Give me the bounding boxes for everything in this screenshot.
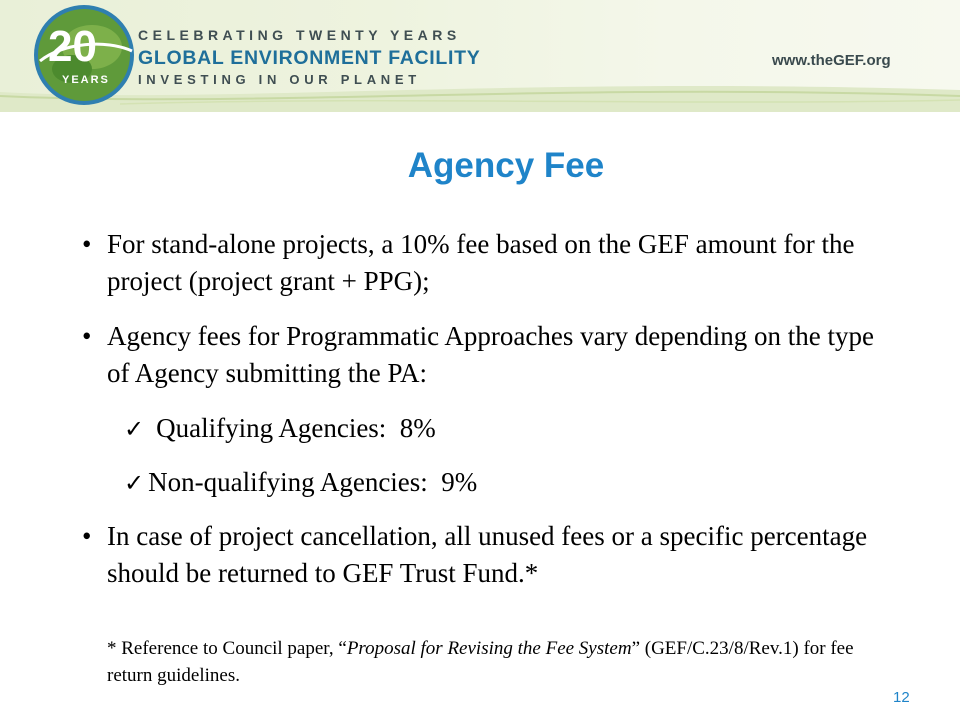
page-number: 12	[893, 689, 910, 706]
footnote-suffix: ” (GEF/C.23/8/Rev.1) for fee return guidelines.	[107, 638, 854, 686]
gef-20-years-logo	[32, 3, 136, 107]
slide-title: Agency Fee	[407, 146, 605, 185]
org-name: GLOBAL ENVIRONMENT FACILITY	[138, 47, 481, 69]
tagline-celebrating: CELEBRATING TWENTY YEARS	[138, 27, 461, 43]
logo-years: YEARS	[62, 74, 110, 86]
footnote-prefix: * Reference to Council paper, “	[107, 638, 347, 659]
footnote-paper-title: Proposal for Revising the Fee System	[346, 638, 632, 659]
check-item	[124, 410, 436, 448]
logo-number: 20	[48, 22, 97, 71]
bullet-item	[82, 518, 882, 592]
bullet-item	[82, 318, 882, 392]
bullet-dot: •	[82, 321, 92, 351]
check-text: Non-qualifying Agencies: 9%	[148, 467, 478, 497]
bullet-item	[82, 226, 882, 300]
bullet-dot: •	[82, 229, 92, 259]
slide-header-banner	[0, 0, 960, 112]
check-item	[124, 464, 477, 502]
checkmark-icon: ✓	[124, 469, 145, 497]
bullet-text: For stand-alone projects, a 10% fee based on the GEF amount for the project (project grant + PPG);	[107, 229, 855, 296]
tagline-investing: INVESTING IN OUR PLANET	[138, 72, 421, 87]
bullet-text: Agency fees for Programmatic Approaches vary depending on the type of Agency submitting the PA:	[107, 321, 874, 388]
bullet-text: In case of project cancellation, all unused fees or a specific percentage should be returned to GEF Trust Fund.*	[107, 521, 868, 588]
check-text: Qualifying Agencies: 8%	[156, 413, 436, 443]
footnote	[107, 635, 867, 689]
checkmark-icon: ✓	[124, 415, 145, 443]
website-url: www.theGEF.org	[772, 52, 891, 69]
bullet-dot: •	[82, 521, 92, 551]
